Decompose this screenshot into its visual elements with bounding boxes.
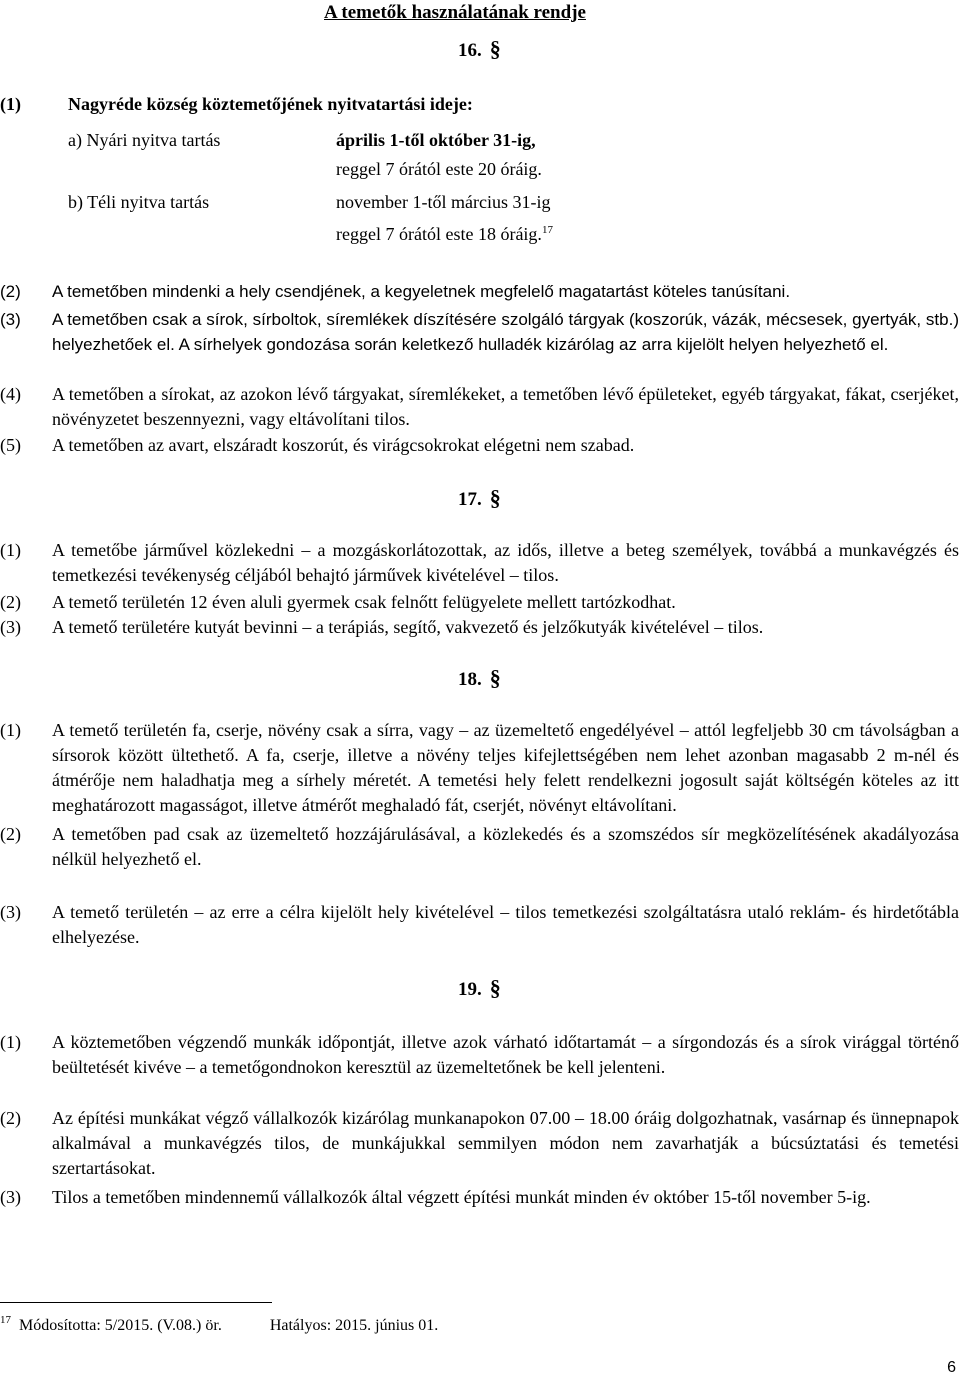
paragraph-number: (3) — [0, 310, 21, 329]
paragraph-text: A temetőben az avart, elszáradt koszorút, és virágcsokrokat elégetni nem szabad. — [52, 435, 635, 455]
paragraph-number: (2) — [0, 1108, 21, 1128]
paragraph-text-a: A temetőben csak a sírok, sírboltok, síremlékek díszítésére szolgáló tárgyak (koszorúk, vázák, mécsesek, gyertyák, stb.) helyezhetőek el. — [52, 310, 959, 354]
paragraph-text: A temető területén fa, cserje, növény csak a sírra, vagy – az üzemeltető engedélyével – attól legfeljebb 30 cm távolságban a sírsorok között ültethető. A fa, cserje, illetve a növény teljes kifejlettségében nem lehet azonban magasabb 2 m-nél és átmérője nem haladhatja meg a sírhely méretét. A temetési hely felett rendelkezni jogosult saját költségén köteles az itt meghatározott magasságot, illetve átmérőt meghaladó fát, cserjét, növényt eltávolítani. — [52, 720, 959, 815]
paragraph-number: (2) — [0, 824, 21, 844]
s19-paragraph-2 — [0, 1106, 960, 1181]
s16-paragraph-2 — [0, 279, 960, 304]
s19-paragraph-1 — [0, 1030, 960, 1080]
section-19-heading — [458, 975, 501, 1002]
paragraph-text: A temetőbe járművel közlekedni – a mozgáskorlátozottak, az idős, illetve a beteg személyek, továbbá a munkavégzés és temetkezési tevékenység céljából behajtó járművek kivételével – tilos. — [52, 540, 959, 585]
paragraph-text — [52, 307, 959, 357]
document-title: A temetők használatának rendje — [324, 2, 586, 23]
paragraph-number: (1) — [0, 1032, 21, 1052]
s18-paragraph-1 — [0, 718, 960, 818]
summer-opening-label: a) Nyári nyitva tartás — [68, 130, 221, 150]
s17-paragraph-2 — [0, 590, 960, 615]
paragraph-number: (3) — [0, 902, 21, 922]
paragraph-number: (4) — [0, 384, 21, 404]
section-number: 19. — [458, 979, 482, 1000]
s16-paragraph-3 — [0, 307, 960, 357]
footnote-ref: 17 — [541, 224, 553, 236]
winter-opening-label: b) Téli nyitva tartás — [68, 192, 210, 212]
paragraph-number: (2) — [0, 282, 21, 301]
paragraph-text: A temetőben mindenki a hely csendjének, a kegyeletnek megfelelő magatartást köteles tanúsítani. — [52, 282, 791, 301]
s17-paragraph-3 — [0, 615, 960, 640]
summer-opening-hours: reggel 7 órától este 20 óráig. — [336, 159, 542, 179]
paragraph-text: A temetőben a sírokat, az azokon lévő tárgyakat, síremlékeket, a temetőben lévő épületeket, egyéb tárgyakat, fákat, cserjéket, növényzetet beszennyezni, vagy eltávolítani tilos. — [52, 384, 959, 429]
summer-opening-dates: április 1-től október 31-ig, — [336, 130, 536, 150]
section-sign: § — [489, 975, 501, 1000]
paragraph-text: Tilos a temetőben mindennemű vállalkozók által végzett építési munkát minden év október 15-től november 5-ig. — [52, 1187, 871, 1207]
winter-hours-text: reggel 7 órától este 18 óráig. — [336, 224, 542, 244]
paragraph-text: Az építési munkákat végző vállalkozók kizárólag munkanapokon 07.00 – 18.00 óráig dolgozhatnak, vasárnap és ünnepnapok alkalmával a munkavégzés tilos, de munkájukkal semmilyen módon nem zavarhatják a búcsúztatási és temetési szertartásokat. — [52, 1108, 959, 1178]
paragraph-text: A temető területén – az erre a célra kijelölt hely kivételével – tilos temetkezési szolgáltatásra utaló reklám- és hirdetőtábla elhelyezése. — [52, 902, 959, 947]
s18-paragraph-3 — [0, 900, 960, 950]
paragraph-text: A temető területén 12 éven aluli gyermek csak felnőtt felügyelete mellett tartózkodhat. — [52, 592, 676, 612]
section-17-heading — [458, 485, 501, 512]
section-sign: § — [489, 36, 501, 61]
s17-paragraph-1 — [0, 538, 960, 588]
footnote-effective: Hatályos: 2015. június 01. — [269, 1317, 439, 1334]
section-number: 17. — [458, 489, 482, 510]
paragraph-number: (1) — [0, 540, 21, 560]
winter-opening-hours — [336, 222, 553, 247]
s16-paragraph-4 — [0, 382, 960, 432]
footnote-text: Módosította: 5/2015. (V.08.) ör. — [19, 1317, 222, 1334]
s16-p1-num: (1) — [0, 94, 21, 114]
footnote — [0, 1313, 438, 1338]
page-number: 6 — [947, 1359, 956, 1376]
section-number: 16. — [458, 40, 482, 61]
paragraph-number: (3) — [0, 617, 21, 637]
s19-paragraph-3 — [0, 1185, 960, 1210]
paragraph-text: A temetőben pad csak az üzemeltető hozzájárulásával, a közlekedés és a szomszédos sír megközelítésének akadályozása nélkül helyezhető el. — [52, 824, 959, 869]
paragraph-number: (5) — [0, 435, 21, 455]
paragraph-text-b: A sírhelyek gondozása során keletkező hulladék kizárólag az arra kijelölt helyen helyezhető el. — [178, 335, 889, 354]
footnote-separator — [0, 1302, 272, 1303]
section-16-heading — [458, 36, 501, 63]
section-sign: § — [489, 485, 501, 510]
section-sign: § — [489, 665, 501, 690]
footnote-marker: 17 — [0, 1314, 11, 1326]
winter-opening-dates: november 1-től március 31-ig — [336, 192, 551, 212]
paragraph-text: A temető területére kutyát bevinni – a terápiás, segítő, vakvezető és jelzőkutyák kivételével – tilos. — [52, 617, 764, 637]
paragraph-number: (1) — [0, 720, 21, 740]
s18-paragraph-2 — [0, 822, 960, 872]
s16-p1-text: Nagyréde község köztemetőjének nyitvatartási ideje: — [68, 94, 473, 114]
paragraph-text: A köztemetőben végzendő munkák időpontját, illetve azok várható időtartamát – a sírgondozás és a sírok virággal történő beültetését kivéve – a temetőgondnokon keresztül az üzemeltetőnek be kell jelenteni. — [52, 1032, 959, 1077]
paragraph-number: (2) — [0, 592, 21, 612]
section-18-heading — [458, 665, 501, 692]
paragraph-number: (3) — [0, 1187, 21, 1207]
s16-paragraph-5 — [0, 433, 960, 458]
section-number: 18. — [458, 669, 482, 690]
